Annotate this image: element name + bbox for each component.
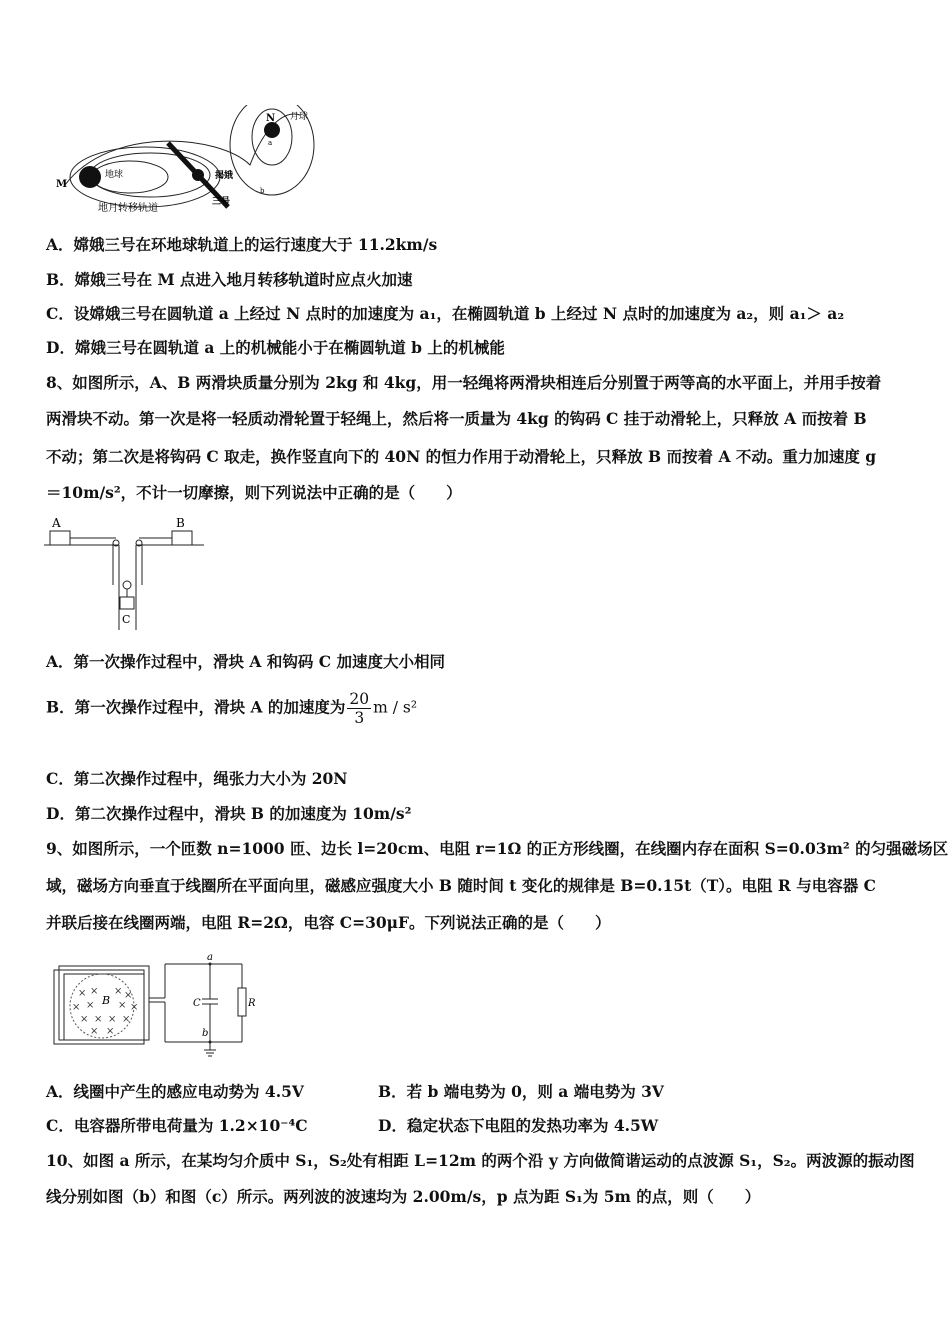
- svg-text:×: ×: [94, 1014, 103, 1025]
- q8-option-b: B．第一次操作过程中，滑块 A 的加速度为 $\frac{20}{3}$ m / s²: [46, 690, 418, 727]
- q8-stem-4: ＝10m/s²，不计一切摩擦，则下列说法中正确的是（ ）: [46, 483, 462, 502]
- svg-text:×: ×: [78, 988, 87, 999]
- earth-icon: [79, 166, 101, 188]
- svg-text:b: b: [202, 1028, 209, 1039]
- q10-stem-1: 10、如图 a 所示，在某均匀介质中 S₁，S₂处有相距 L=12m 的两个沿 y 方向做简谐运动的点波源 S₁，S₂。两波源的振动图: [46, 1151, 915, 1170]
- svg-text:×: ×: [90, 986, 99, 997]
- svg-text:揭娥: 揭娥: [215, 171, 234, 181]
- svg-text:R: R: [248, 998, 256, 1009]
- q8-option-a: A．第一次操作过程中，滑块 A 和钩码 C 加速度大小相同: [46, 652, 445, 671]
- earth-label: 地球: [105, 170, 124, 180]
- svg-text:×: ×: [118, 1000, 127, 1011]
- orbit-diagram: [50, 105, 330, 215]
- svg-text:×: ×: [114, 986, 123, 997]
- q7-option-a: A．嫦娥三号在环地球轨道上的运行速度大于 11.2km/s: [46, 235, 438, 254]
- svg-text:A: A: [52, 516, 61, 530]
- svg-text:C: C: [122, 613, 131, 626]
- moon-label: 月球: [290, 112, 309, 122]
- pulley-diagram: [44, 515, 209, 630]
- svg-text:×: ×: [86, 1000, 95, 1011]
- svg-text:三号: 三号: [212, 197, 231, 207]
- svg-text:×: ×: [72, 1002, 81, 1013]
- q8-stem-2: 两滑块不动。第一次是将一轻质动滑轮置于轻绳上，然后将一质量为 4kg 的钩码 C 挂于动滑轮上，只释放 A 而按着 B: [46, 409, 867, 428]
- q8-option-c: C．第二次操作过程中，绳张力大小为 20N: [46, 769, 348, 788]
- q7-option-d: D．嫦娥三号在圆轨道 a 上的机械能小于在椭圆轨道 b 上的机械能: [46, 338, 505, 357]
- q9-option-b: B．若 b 端电势为 0，则 a 端电势为 3V: [378, 1082, 664, 1101]
- svg-text:a: a: [268, 139, 273, 147]
- svg-text:M: M: [56, 179, 68, 190]
- q9-stem-2: 域，磁场方向垂直于线圈所在平面向里，磁感应强度大小 B 随时间 t 变化的规律是 B=0.15t（T）。电阻 R 与电容器 C: [46, 876, 876, 895]
- svg-text:×: ×: [106, 1026, 115, 1037]
- svg-text:B: B: [176, 516, 185, 530]
- svg-text:C: C: [193, 998, 201, 1009]
- q9-stem-1: 9、如图所示，一个匝数 n=1000 匝、边长 l=20cm、电阻 r=1Ω 的正方形线圈，在线圈内存在面积 S=0.03m² 的匀强磁场区: [46, 839, 949, 858]
- q10-stem-2: 线分别如图（b）和图（c）所示。两列波的波速均为 2.00m/s，p 点为距 S₁为 5m 的点，则（ ）: [46, 1187, 761, 1206]
- q8-stem-1: 8、如图所示，A、B 两滑块质量分别为 2kg 和 4kg，用一轻绳将两滑块相连后分别置于两等高的水平面上，并用手按着: [46, 373, 882, 392]
- q9-option-c: C．电容器所带电荷量为 1.2×10⁻⁴C: [46, 1116, 308, 1135]
- fraction: $\frac{20}{3}$: [349, 690, 370, 727]
- svg-text:N: N: [266, 113, 276, 124]
- svg-text:×: ×: [80, 1014, 89, 1025]
- q7-option-b: B．嫦娥三号在 M 点进入地月转移轨道时应点火加速: [46, 270, 413, 289]
- svg-text:a: a: [207, 952, 213, 963]
- svg-text:×: ×: [124, 990, 133, 1001]
- svg-text:×: ×: [108, 1014, 117, 1025]
- svg-text:×: ×: [90, 1026, 99, 1037]
- q7-option-c: C．设嫦娥三号在圆轨道 a 上经过 N 点时的加速度为 a₁，在椭圆轨道 b 上经过 N 点时的加速度为 a₂，则 a₁＞ a₂: [46, 304, 845, 323]
- orbit-caption: 地月转移轨道: [98, 203, 158, 214]
- svg-text:×: ×: [122, 1014, 131, 1025]
- svg-text:×: ×: [130, 1002, 139, 1013]
- coil-circuit-diagram: [50, 950, 265, 1060]
- svg-text:b: b: [260, 187, 265, 195]
- svg-text:B: B: [102, 994, 111, 1007]
- q9-stem-3: 并联后接在线圈两端，电阻 R=2Ω，电容 C=30μF。下列说法正确的是（ ）: [46, 913, 611, 932]
- q8-stem-3: 不动；第二次是将钩码 C 取走，换作竖直向下的 40N 的恒力作用于动滑轮上，只释放 B 而按着 A 不动。重力加速度 g: [46, 447, 877, 466]
- q9-option-d: D．稳定状态下电阻的发热功率为 4.5W: [378, 1116, 659, 1135]
- q9-option-a: A．线圈中产生的感应电动势为 4.5V: [46, 1082, 304, 1101]
- q8-option-d: D．第二次操作过程中，滑块 B 的加速度为 10m/s²: [46, 804, 412, 823]
- moon-icon: [264, 122, 280, 138]
